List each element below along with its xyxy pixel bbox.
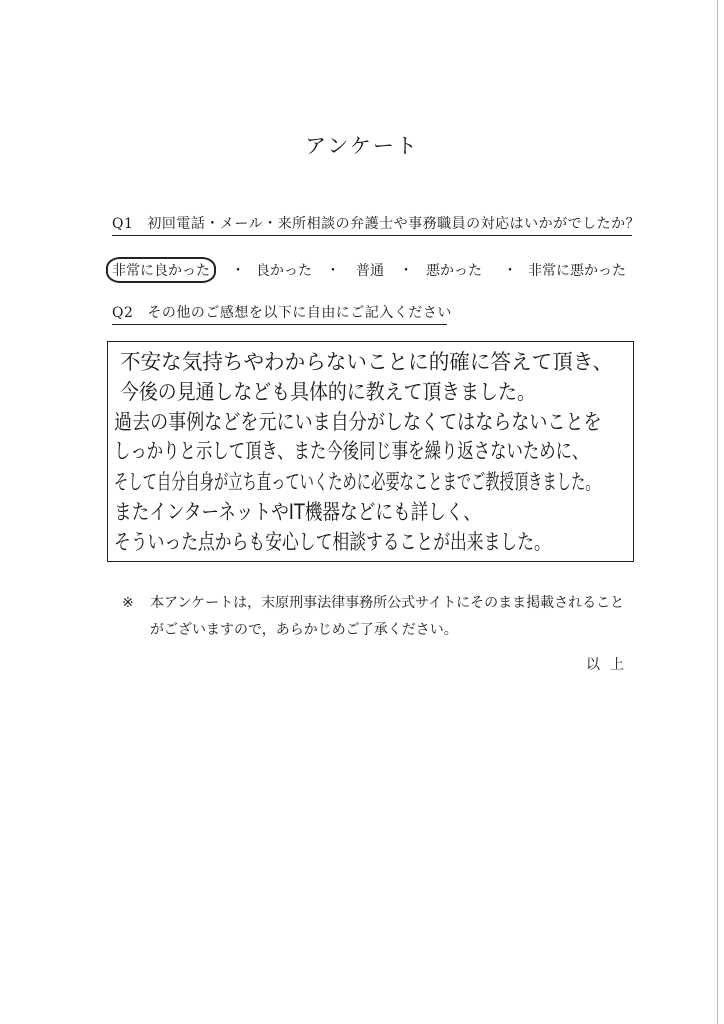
question-2-text: その他のご感想を以下に自由にご記入ください <box>147 305 452 321</box>
option-very-good: 非常に良かった <box>106 257 216 283</box>
question-1-number: Q1 <box>112 216 134 232</box>
answer-line: そして自分自身が立ち直っていくために必要なことまでご教授頂きました。 <box>114 470 600 494</box>
question-1-text: 初回電話・メール・来所相談の弁護士や事務職員の対応はいかがでしたか？ <box>147 216 641 232</box>
answer-line: 過去の事例などを元にいま自分がしなくてはならないことを <box>114 410 602 434</box>
option-separator: ・ <box>399 263 413 279</box>
answer-line: 不安な気持ちやわからないことに的確に答えて頂き、 <box>120 350 614 374</box>
answer-line: そういった点からも安心して相談することが出来ました。 <box>114 530 551 554</box>
page-title: アンケート <box>305 134 419 158</box>
note-text: 本アンケートは，末原刑事法律事務所公式サイトにそのまま掲載されることがございますので，あらかじめご了承ください。 <box>150 595 625 638</box>
option-bad: 悪かった <box>426 263 482 279</box>
question-1-options <box>106 258 632 282</box>
answer-line: しっかりと示して頂き、また今後同じ事を繰り返さないために、 <box>114 439 589 463</box>
question-1 <box>112 213 641 236</box>
question-2 <box>112 302 452 325</box>
free-answer-box <box>107 341 634 562</box>
option-separator: ・ <box>326 263 340 279</box>
answer-line: またインターネットやIT機器などにも詳しく、 <box>114 500 481 524</box>
option-very-bad: 非常に悪かった <box>528 263 626 279</box>
option-normal: 普通 <box>356 263 384 279</box>
note-mark: ※ <box>122 595 134 611</box>
option-good: 良かった <box>256 263 312 279</box>
closing-text: 以上 <box>586 657 634 673</box>
disclaimer-note <box>122 590 632 644</box>
answer-line: 今後の見通しなども具体的に教えて頂きました。 <box>120 380 536 404</box>
question-2-number: Q2 <box>112 305 134 321</box>
option-separator: ・ <box>231 263 245 279</box>
option-separator: ・ <box>503 263 517 279</box>
